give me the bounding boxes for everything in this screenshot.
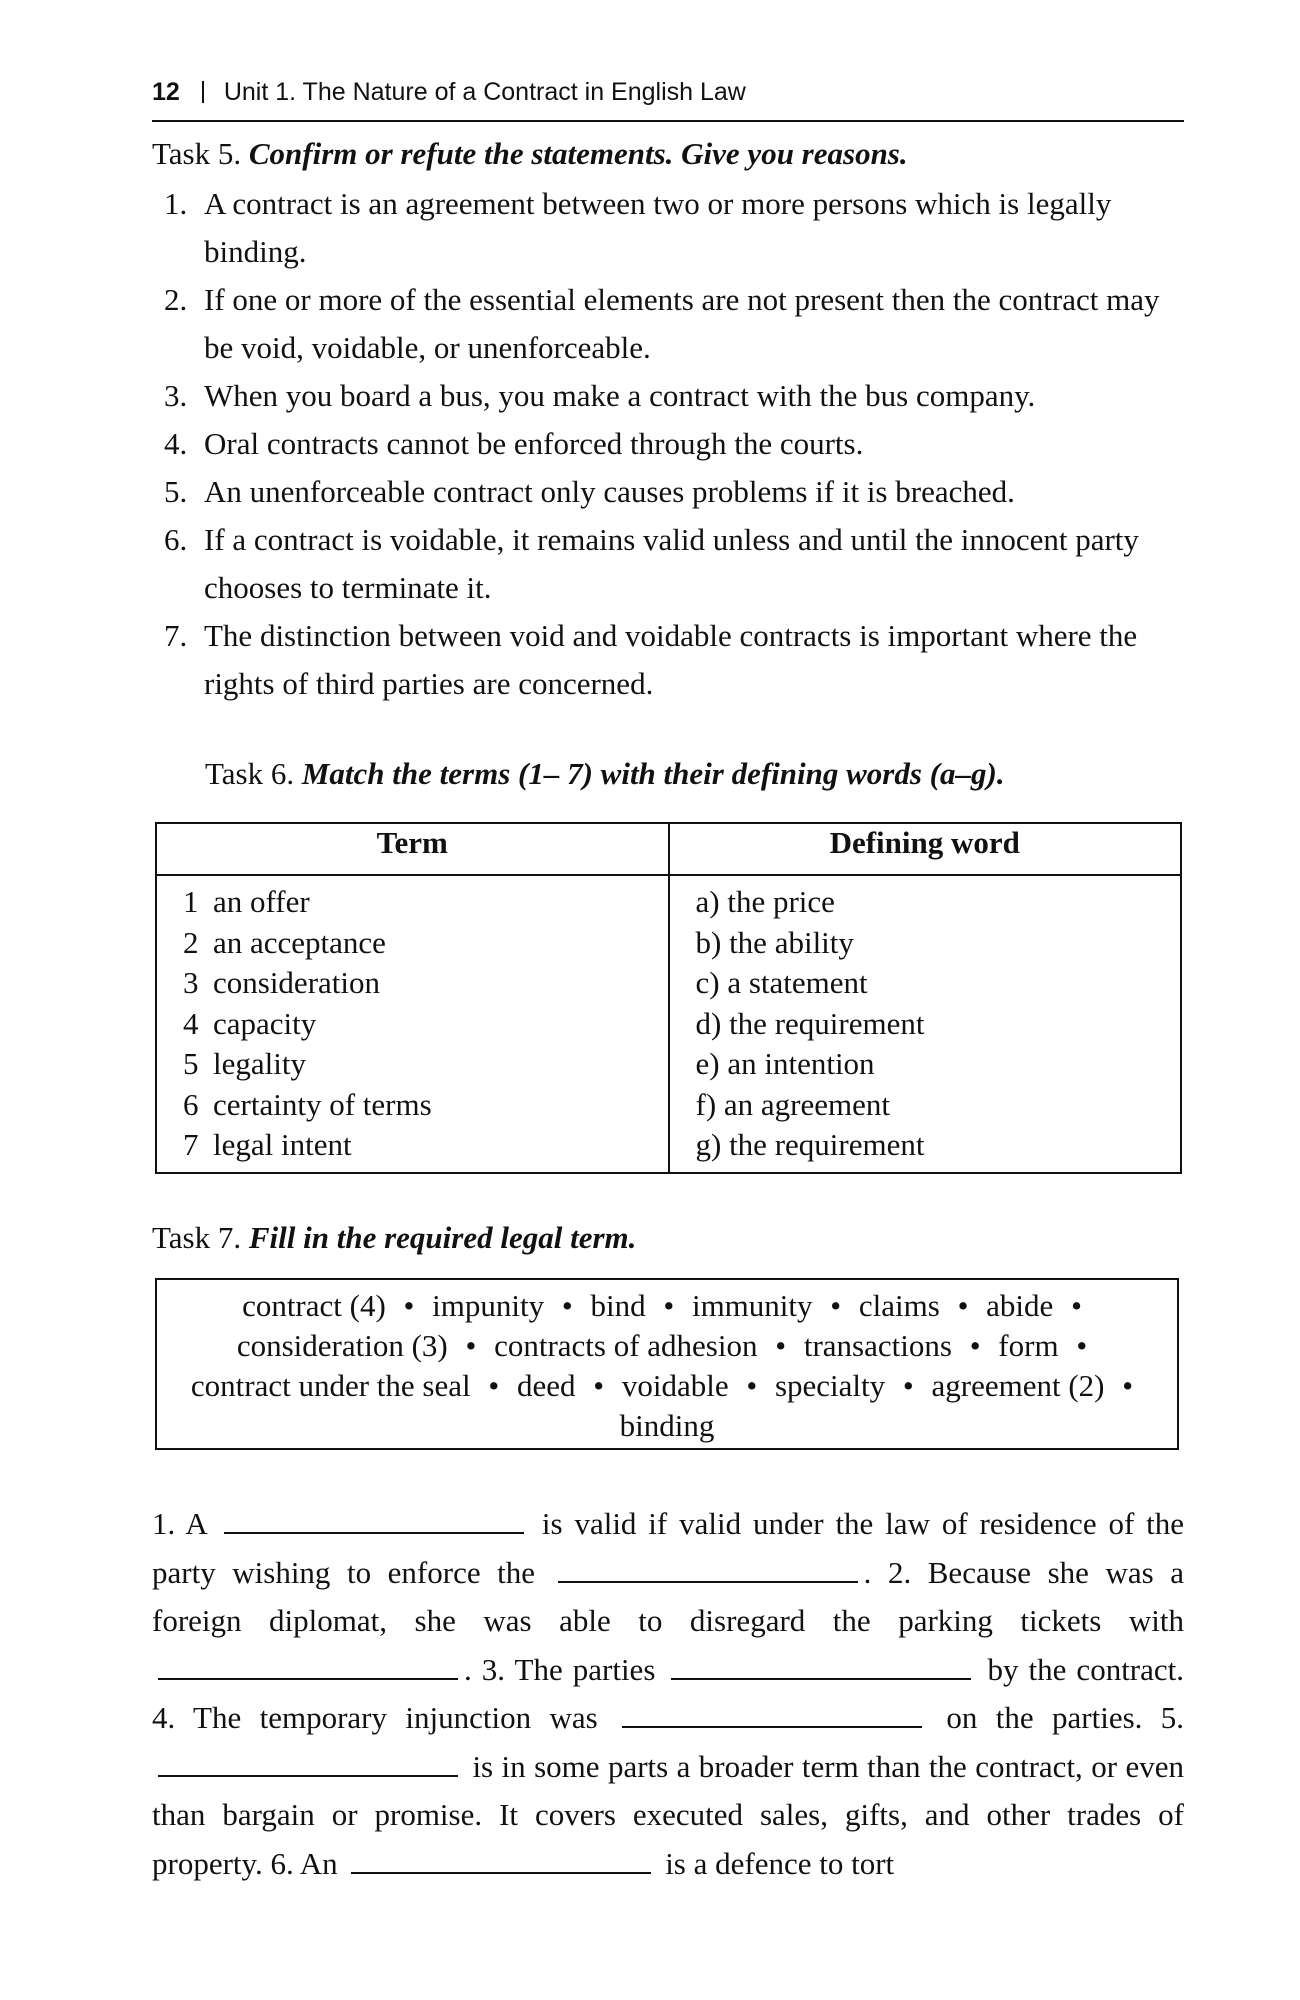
task5-statement-list [152,180,1184,708]
word-bank-term: contracts of adhesion [494,1328,758,1363]
item-text: An unenforceable contract only causes problems if it is breached. [204,474,1015,509]
answer-blank[interactable] [158,1747,458,1777]
bullet-separator: • [663,1288,675,1323]
term-number: 5 [183,1046,199,1081]
table-row: c) a statement [695,965,868,1000]
term-number: 2 [183,924,199,960]
word-bank-term: contract (4) [242,1288,386,1323]
answer-blank[interactable] [158,1650,458,1680]
term-text: legal intent [213,1127,352,1162]
table-row: e) an intention [695,1046,875,1081]
text-segment: on the parties. 5. [946,1700,1185,1735]
answer-blank[interactable] [671,1650,971,1680]
term-number: 6 [183,1086,199,1122]
answer-blank[interactable] [351,1844,651,1874]
list-item [152,516,1184,612]
term-text: an offer [213,884,310,919]
table-row: b) the ability [695,924,854,960]
term-number: 1 [183,884,199,919]
term-matching-table [155,822,1182,1174]
bullet-separator: • [746,1368,758,1403]
running-title: Unit 1. The Nature of a Contract in English Law [223,78,746,106]
word-bank-term: deed [516,1368,576,1403]
term-number: 7 [183,1127,199,1162]
bullet-separator: • [775,1328,787,1363]
task6-heading [205,756,1005,792]
task7-label: Task 7. [152,1220,242,1255]
bullet-separator: • [561,1288,573,1323]
table-row: d) the requirement [695,1005,925,1041]
term-text: certainty of terms [213,1086,432,1122]
task7-fill-in-paragraph [152,1500,1184,1888]
item-number: 7. [164,618,188,653]
table-row [183,923,668,964]
task5-heading [152,136,908,172]
bullet-separator: • [902,1368,914,1403]
bullet-separator: • [593,1368,605,1403]
word-bank-term: impunity [432,1288,545,1323]
bullet-separator: • [403,1288,415,1323]
task6-instruction: Match the terms (1– 7) with their defining words (a–g). [301,756,1005,791]
bullet-separator: • [957,1288,969,1323]
list-item [152,468,1184,516]
word-bank-term: claims [858,1288,940,1323]
item-text: A contract is an agreement between two or more persons which is legally binding. [204,186,1112,269]
word-bank-term: contract under the seal [190,1368,471,1403]
task7-instruction: Fill in the required legal term. [248,1220,637,1255]
item-text: If a contract is voidable, it remains valid unless and until the innocent party chooses to terminate it. [204,522,1139,605]
header-separator [202,81,204,103]
table-row: f) an agreement [695,1086,890,1122]
word-bank-term: binding [619,1408,715,1443]
list-item [152,180,1184,276]
word-bank-term: immunity [691,1288,813,1323]
word-bank-term: voidable [621,1368,729,1403]
text-segment: . 3. The parties [464,1651,656,1687]
bullet-separator: • [488,1368,500,1403]
word-bank-term: form [998,1328,1059,1363]
text-segment: is in some parts a broader term than the contract, or even than bargain or promise. It covers executed sales, gifts, and other trades of property. 6. An [152,1748,1185,1881]
table-row [183,1004,668,1045]
word-bank-term: specialty [774,1368,886,1403]
item-number: 2. [164,282,188,317]
running-header [152,78,1184,107]
defining-word-column-header: Defining word [669,823,1182,875]
answer-blank[interactable] [622,1698,922,1728]
item-number: 5. [164,474,188,509]
table-row: a) the price [695,884,835,919]
bullet-separator: • [969,1328,981,1363]
list-item [152,276,1184,372]
item-text: When you board a bus, you make a contract with the bus company. [204,378,1036,413]
text-segment: 1. A [152,1506,207,1541]
bullet-separator: • [830,1288,842,1323]
header-rule [152,120,1184,122]
task7-heading [152,1220,636,1256]
table-row: g) the requirement [695,1127,925,1162]
table-row [183,1085,668,1126]
word-bank-term: abide [986,1288,1054,1323]
task5-instruction: Confirm or refute the statements. Give you reasons. [248,136,908,171]
item-number: 6. [164,522,188,557]
bullet-separator: • [465,1328,477,1363]
term-text: legality [213,1046,306,1081]
word-bank-term: agreement (2) [931,1368,1105,1403]
task5-label: Task 5. [152,136,242,171]
term-column-header: Term [156,823,669,875]
term-text: consideration [213,965,381,1000]
list-item [152,612,1184,708]
item-number: 4. [164,426,188,461]
term-number: 3 [183,965,199,1000]
table-row [183,1044,668,1085]
page-number: 12 [152,78,180,106]
term-text: capacity [213,1005,317,1041]
bullet-separator: • [1122,1368,1134,1403]
bullet-separator: • [1076,1328,1088,1363]
answer-blank[interactable] [558,1553,858,1583]
list-item [152,420,1184,468]
answer-blank[interactable] [224,1504,524,1534]
list-item [152,372,1184,420]
table-row [183,963,668,1004]
defining-words-cell [669,875,1182,1173]
item-text: The distinction between void and voidable contracts is important where the rights of third parties are concerned. [204,618,1138,701]
word-bank-box [155,1278,1179,1450]
text-segment: is a defence to tort [665,1845,895,1881]
word-bank-term: transactions [803,1328,952,1363]
text-segment: . 2. Because she was a foreign diplomat, she was able to disregard the parking tickets with [152,1554,1185,1638]
table-row [183,1125,668,1166]
word-bank-term: consideration (3) [236,1328,448,1363]
task6-label: Task 6. [205,756,295,791]
word-bank-term: bind [590,1288,646,1323]
term-number: 4 [183,1005,199,1041]
item-number: 3. [164,378,188,413]
text-segment: by the contract. 4. The temporary injunction was [152,1651,1185,1735]
item-number: 1. [164,186,188,221]
item-text: If one or more of the essential elements are not present then the contract may be void, voidable, or unenforceable. [204,282,1160,365]
text-segment: is valid if valid under the law of residence of the party wishing to enforce the [152,1506,1185,1590]
bullet-separator: • [1071,1288,1082,1323]
item-text: Oral contracts cannot be enforced through the courts. [204,426,864,461]
terms-cell [156,875,669,1173]
term-text: an acceptance [213,924,386,960]
table-row [183,882,668,923]
